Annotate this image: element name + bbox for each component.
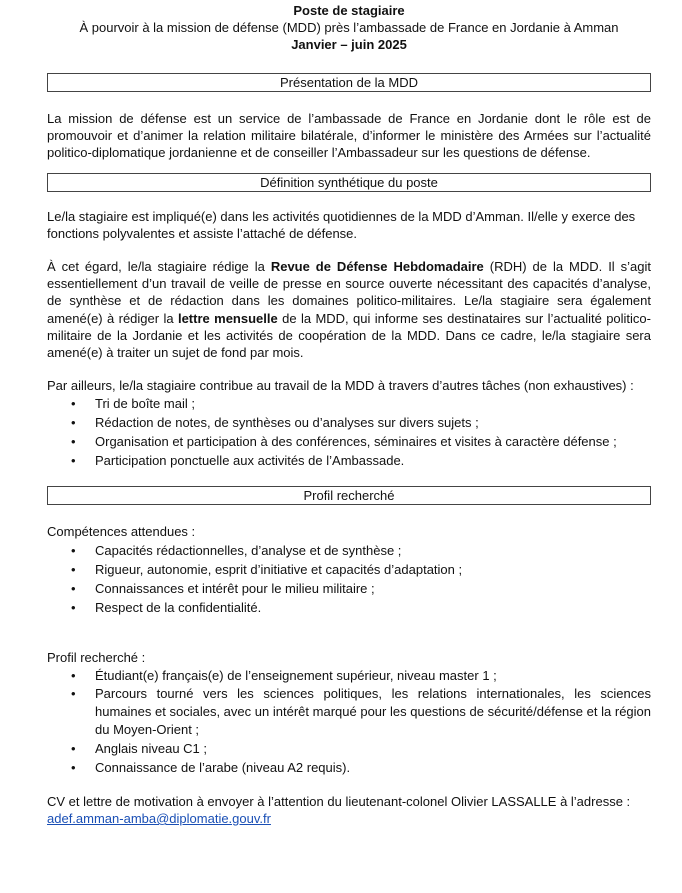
- section-heading-profil: Profil recherché: [47, 486, 651, 505]
- profil-list: [47, 666, 651, 777]
- definition-paragraph-3: Par ailleurs, le/la stagiaire contribue au travail de la MDD à travers d’autres tâches (non exhaustives) :: [47, 378, 634, 394]
- definition-paragraph-2-text-a: À cet égard, le/la stagiaire rédige la: [47, 259, 271, 275]
- bullet-icon: •: [71, 759, 76, 775]
- bullet-icon: •: [71, 434, 76, 450]
- rdh-emphasis: Revue de Défense Hebdomadaire: [270, 259, 484, 275]
- section-heading-presentation: Présentation de la MDD: [47, 73, 651, 92]
- contact-paragraph: CV et lettre de motivation à envoyer à l’attention du lieutenant-colonel Olivier LASSALLE à l’adresse :: [47, 793, 631, 809]
- profil-label: Profil recherché :: [47, 649, 146, 665]
- document-title: Poste de stagiaire: [293, 3, 405, 18]
- list-item: • Étudiant(e) français(e) de l’enseignement supérieur, niveau master 1 ;: [71, 667, 497, 683]
- bullet-icon: •: [71, 542, 76, 558]
- bullet-icon: •: [71, 685, 76, 701]
- list-item: • Connaissance de l’arabe (niveau A2 requis).: [71, 759, 351, 775]
- list-item: • Parcours tourné vers les sciences politiques, les relations internationales, les sciences humaines et sociales, avec un intérêt marqué pour les questions de sécurité/défense et la région du Moyen-Orient ;: [71, 685, 651, 737]
- list-item: • Respect de la confidentialité.: [71, 599, 262, 615]
- bullet-icon: •: [71, 396, 76, 412]
- competences-list: [47, 541, 651, 617]
- contact-email-link[interactable]: adef.amman-amba@diplomatie.gouv.fr: [47, 811, 271, 827]
- section-heading-definition: Définition synthétique du poste: [47, 173, 651, 192]
- bullet-icon: •: [71, 740, 76, 756]
- list-item: • Rédaction de notes, de synthèses ou d’analyses sur divers sujets ;: [71, 415, 479, 431]
- definition-paragraph-1: Le/la stagiaire est impliqué(e) dans les activités quotidiennes de la MDD d’Amman. Il/elle y exerce des fonctions polyvalentes et assiste l’attaché de défense.: [47, 208, 636, 241]
- presentation-paragraph: La mission de défense est un service de l’ambassade de France en Jordanie dont le rôle est de promouvoir et d’animer la relation militaire bilatérale, d’informer le ministère des Armées sur l’actualité politico-diplomatique jordanienne et de conseiller l’Ambassadeur sur les questions de défense.: [47, 111, 651, 161]
- document-header: [47, 2, 651, 53]
- document-page: [47, 2, 651, 827]
- list-item: • Participation ponctuelle aux activités de l’Ambassade.: [71, 453, 405, 469]
- list-item: • Anglais niveau C1 ;: [71, 740, 208, 756]
- list-item: • Organisation et participation à des conférences, séminaires et visites à caractère défense ;: [71, 434, 617, 450]
- lettre-mensuelle-emphasis: lettre mensuelle: [177, 310, 278, 326]
- definition-paragraph-2-text-e: de la MDD, qui informe ses destinataires sur l’actualité politico-militaire de la Jordanie et les activités de coopération de la MDD. Dans ce cadre, le/la stagiaire sera amené(e) à traiter un sujet de fond par mois.: [47, 310, 651, 361]
- bullet-icon: •: [71, 415, 76, 431]
- definition-paragraph-2: [47, 258, 651, 361]
- bullet-icon: •: [71, 453, 76, 469]
- competences-label: Compétences attendues :: [47, 524, 196, 540]
- bullet-icon: •: [71, 580, 76, 596]
- list-item: • Connaissances et intérêt pour le milieu militaire ;: [71, 580, 375, 596]
- contact-email-line: [47, 810, 651, 827]
- list-item: • Tri de boîte mail ;: [71, 396, 195, 412]
- bullet-icon: •: [71, 667, 76, 683]
- document-subtitle: À pourvoir à la mission de défense (MDD) près l’ambassade de France en Jordanie à Amman: [79, 20, 619, 35]
- bullet-icon: •: [71, 561, 76, 577]
- list-item: • Capacités rédactionnelles, d’analyse et de synthèse ;: [71, 542, 402, 558]
- document-period: Janvier – juin 2025: [291, 37, 407, 52]
- definition-paragraph-2-text-c: (RDH) de la MDD. Il s’agit essentiellement d’un travail de veille de presse en source ouverte nécessitant des capacités d’analyse, de synthèse et de rédaction dans les domaines politico-militaires. Le/la stagiaire sera également amené(e) à rédiger la: [47, 259, 651, 326]
- list-item: • Rigueur, autonomie, esprit d’initiative et capacités d’adaptation ;: [71, 561, 463, 577]
- tasks-list: [47, 394, 651, 470]
- bullet-icon: •: [71, 599, 76, 615]
